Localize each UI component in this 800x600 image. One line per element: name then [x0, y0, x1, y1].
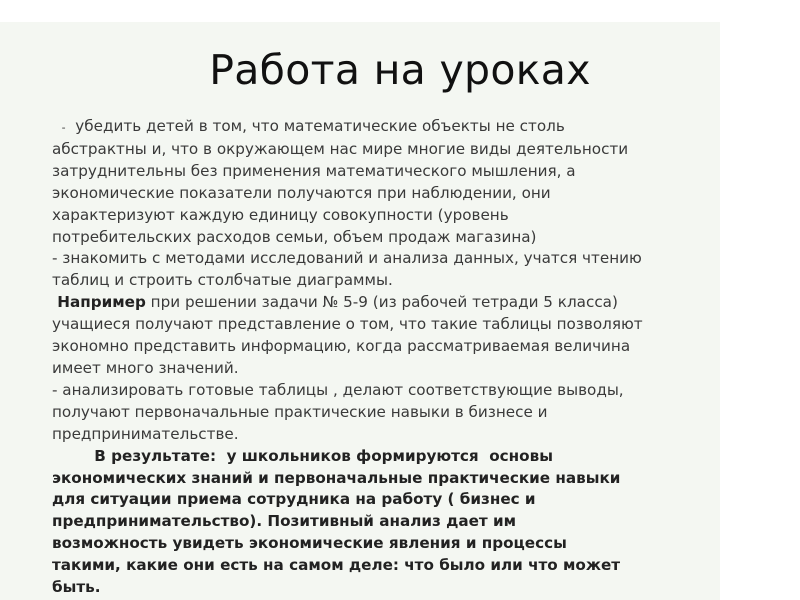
- result-line: В результате: у школьников формируются основы: [52, 446, 553, 465]
- result-line: экономических знаний и первоначальные практические навыки: [52, 468, 621, 487]
- result-line: такими, какие они есть на самом деле: что было или что может: [52, 556, 621, 575]
- body-line: - анализировать готовые таблицы , делают соответствующие выводы,: [52, 380, 624, 399]
- line-text: убедить детей в том, что математические объекты не столь: [65, 117, 565, 135]
- body-line: экономические показатели получаются при наблюдении, они: [52, 183, 551, 202]
- result-line: предпринимательство). Позитивный анализ дает им: [52, 512, 517, 531]
- result-line: возможность увидеть экономические явления и процессы: [52, 534, 567, 553]
- body-line: имеет много значений.: [52, 358, 239, 377]
- body-line: характеризуют каждую единицу совокупности (уровень: [52, 205, 509, 224]
- result-line: для ситуации приема сотрудника на работу ( бизнес и: [52, 490, 536, 509]
- body-line: учащиеся получают представление о том, что такие таблицы позволяют: [52, 315, 643, 334]
- body-line: потребительских расходов семьи, объем продаж магазина): [52, 227, 537, 246]
- slide-title: Работа на уроках: [209, 46, 591, 94]
- example-label: Например: [52, 293, 146, 312]
- body-line: затруднительны без применения математического мышления, а: [52, 161, 576, 180]
- body-line: экономно представить информацию, когда рассматриваемая величина: [52, 337, 631, 356]
- bullet-dash: -: [61, 121, 66, 134]
- body-line: абстрактны и, что в окружающем нас мире многие виды деятельности: [52, 139, 629, 158]
- body-line: [52, 116, 742, 139]
- body-line: [52, 292, 742, 314]
- result-line: быть.: [52, 578, 101, 597]
- body-line: таблиц и строить столбчатые диаграммы.: [52, 271, 393, 290]
- body-line: получают первоначальные практические навыки в бизнесе и: [52, 402, 548, 421]
- body-line: - знакомить с методами исследований и анализа данных, учатся чтению: [52, 249, 642, 268]
- line-text: при решении задачи № 5-9 (из рабочей тетради 5 класса): [145, 293, 618, 312]
- body-line: предпринимательстве.: [52, 424, 239, 443]
- line-indent: [52, 117, 62, 135]
- slide-body: [52, 116, 742, 599]
